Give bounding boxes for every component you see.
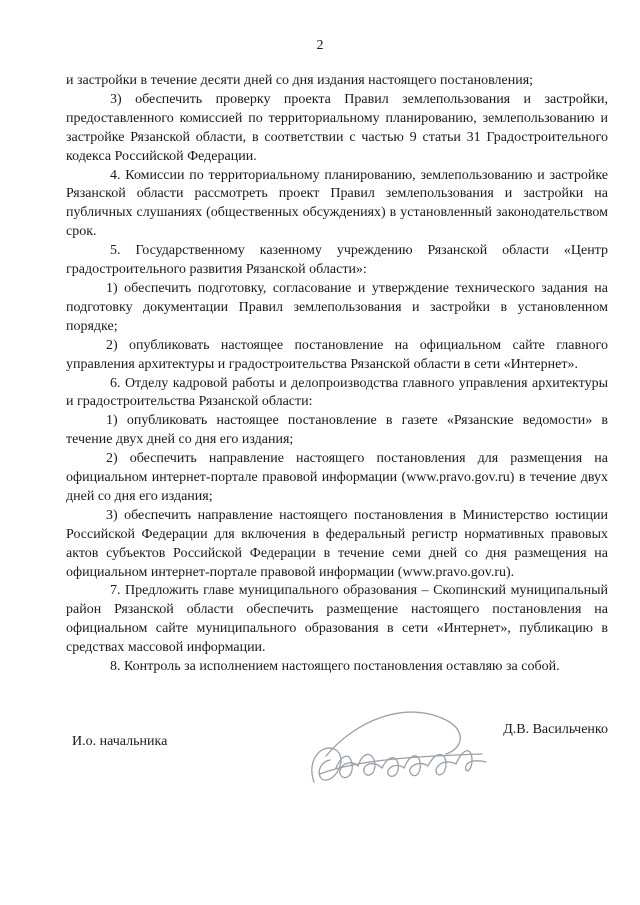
paragraph-item-6-3: 3) обеспечить направление настоящего постановления в Министерство юстиции Российской Федерации для включения в федеральный регистр нормативных правовых актов субъектов Российской Федерации в течение семи дней со дня размещения на официальном интернет-портале правовой информации (www.pravo.gov.ru). (66, 507, 608, 580)
paragraph-item-4: 4. Комиссии по территориальному планированию, землепользованию и застройке Рязанской области рассмотреть проект Правил землепользования и застройки на публичных слушаниях (общественных обсуждениях) в установленный законодательством срок. (66, 167, 608, 240)
paragraph-item-8: 8. Контроль за исполнением настоящего постановления оставляю за собой. (110, 659, 560, 675)
paragraph-item-3: 3) обеспечить проверку проекта Правил землепользования и застройки, предоставленного комиссией по территориальному планированию, землепользованию и застройке Рязанской области, в соответствии с частью 9 статьи 31 Градостроительного кодекса Российской Федерации. (66, 91, 608, 164)
paragraph-continuation: и застройки в течение десяти дней со дня издания настоящего постановления; (66, 73, 534, 88)
paragraph-item-6-2: 2) обеспечить направление настоящего постановления для размещения на официальном интернет-портале правовой информации (www.pravo.gov.ru) в течение двух дней со дня его издания; (66, 451, 608, 504)
page-number: 2 (316, 38, 324, 53)
paragraph-item-5: 5. Государственному казенному учреждению Рязанской области «Центр градостроительного развития Рязанской области»: (66, 243, 608, 278)
signatory-title: И.о. начальника (72, 734, 168, 749)
paragraph-item-5-2: 2) опубликовать настоящее постановление на официальном сайте главного управления архитектуры и градостроительства Рязанской области в сети «Интернет». (66, 337, 608, 372)
paragraph-item-6-1: 1) опубликовать настоящее постановление в газете «Рязанские ведомости» в течение двух дней со дня его издания; (66, 413, 608, 448)
document-body (66, 72, 608, 677)
paragraph-item-5-1: 1) обеспечить подготовку, согласование и утверждение технического задания на подготовку документации Правил землепользования и застройки в установленном порядке; (66, 280, 608, 334)
signature-block (66, 722, 608, 822)
paragraph-item-6: 6. Отделу кадровой работы и делопроизводства главного управления архитектуры и градостроительства Рязанской области: (66, 375, 608, 410)
handwritten-signature (296, 690, 496, 800)
paragraph-item-7: 7. Предложить главе муниципального образования – Скопинский муниципальный район Рязанской области обеспечить размещение настоящего постановления на официальном сайте муниципального образования в сети «Интернет», публикацию в средствах массовой информации. (66, 583, 608, 656)
signatory-name: Д.В. Васильченко (503, 722, 608, 737)
